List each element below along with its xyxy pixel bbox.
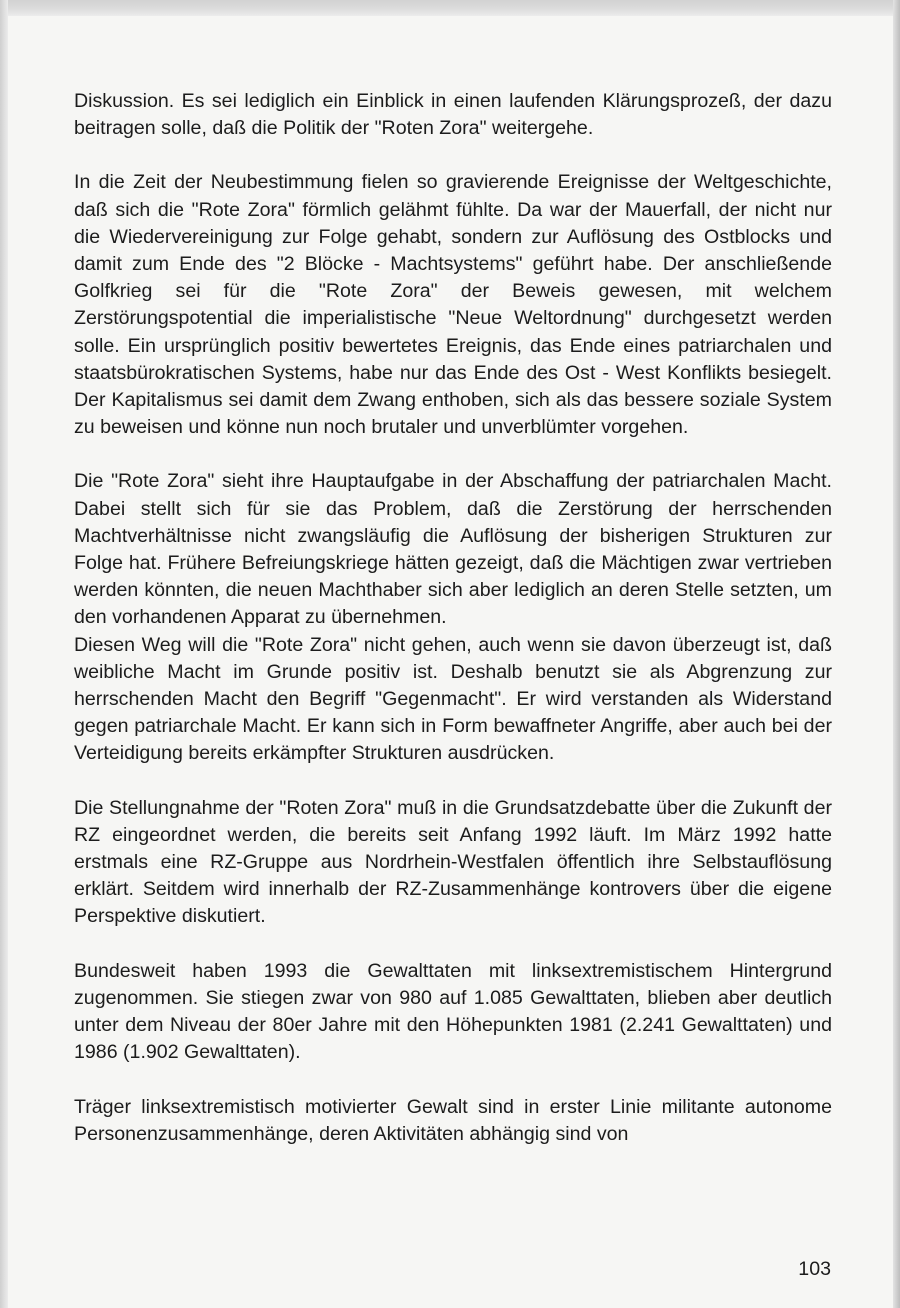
page-number: 103 (798, 1258, 831, 1280)
paragraph-counter-power: Diesen Weg will die "Rote Zora" nicht gehen, auch wenn sie davon überzeugt ist, daß weibliche Macht im Grunde positiv ist. Deshalb benutzt sie als Abgrenzung zur herrschenden Macht den Begriff "Gegenmacht". Er wird verstanden als Widerstand gegen patriarchale Macht. Er kann sich in Form bewaffneter Angriffe, aber auch bei der Verteidigung bereits erkämpfter Strukturen ausdrücken. (74, 633, 832, 765)
scan-top-shadow (0, 0, 900, 16)
scan-right-edge (893, 0, 900, 1308)
paragraph-autonomous-groups: Träger linksextremistisch motivierter Gewalt sind in erster Linie militante autonome Personenzusammenhänge, deren Aktivitäten abhängig sind von (74, 1095, 832, 1145)
paragraph-world-events: In die Zeit der Neubestimmung fielen so gravierende Ereignisse der Weltgeschichte, daß sich die "Rote Zora" förmlich gelähmt fühlte. Da war der Mauerfall, der nicht nur die Wiedervereinigung zur Folge gehabt, sondern zur Auflösung des Ostblocks und damit zum Ende des "2 Blöcke - Machtsystems" geführt habe. Der anschließende Golfkrieg sei für die "Rote Zora" der Beweis gewesen, mit welchem Zerstörungspotential die imperialistische "Neue Weltordnung" durchgesetzt werden solle. Ein ursprünglich positiv bewertetes Ereignis, das Ende eines patriarchalen und staatsbürokratischen Systems, habe nur das Ende des Ost - West Konflikts besiegelt. Der Kapitalismus sei damit dem Zwang enthoben, sich als das bessere soziale System zu beweisen und könne nun noch brutaler und unverblümter vorgehen. (74, 171, 832, 439)
body-text (74, 88, 832, 1175)
paragraph-main-task: Die "Rote Zora" sieht ihre Hauptaufgabe in der Abschaffung der patriarchalen Macht. Dabei stellt sich für sie das Problem, daß die Zerstörung der herrschenden Machtverhältnisse nicht zwangsläufig die Auflösung der bisherigen Strukturen zur Folge hat. Frühere Befreiungskriege hätten gezeigt, daß die Mächtigen zwar vertrieben werden könnten, die neuen Machthaber sich aber lediglich an deren Stelle setzten, um den vorhandenen Apparat zu übernehmen. (74, 470, 832, 629)
paragraph-rz-debate: Die Stellungnahme der "Roten Zora" muß in die Grundsatzdebatte über die Zukunft der RZ eingeordnet werden, die bereits seit Anfang 1992 läuft. Im März 1992 hatte erstmals eine RZ-Gruppe aus Nordrhein-Westfalen öffentlich ihre Selbstauflösung erklärt. Seitdem wird innerhalb der RZ-Zusammenhänge kontrovers über die eigene Perspektive diskutiert. (74, 796, 832, 928)
document-page (8, 16, 893, 1308)
paragraph-statistics: Bundesweit haben 1993 die Gewalttaten mit linksextremistischem Hintergrund zugenommen. Sie stiegen zwar von 980 auf 1.085 Gewalttaten, blieben aber deutlich unter dem Niveau der 80er Jahre mit den Höhepunkten 1981 (2.241 Gewalttaten) und 1986 (1.902 Gewalttaten). (74, 959, 832, 1064)
paragraph-discussion: Diskussion. Es sei lediglich ein Einblick in einen laufenden Klärungsprozeß, der dazu beitragen solle, daß die Politik der "Roten Zora" weitergehe. (74, 90, 832, 140)
scan-left-shadow (0, 0, 8, 1308)
